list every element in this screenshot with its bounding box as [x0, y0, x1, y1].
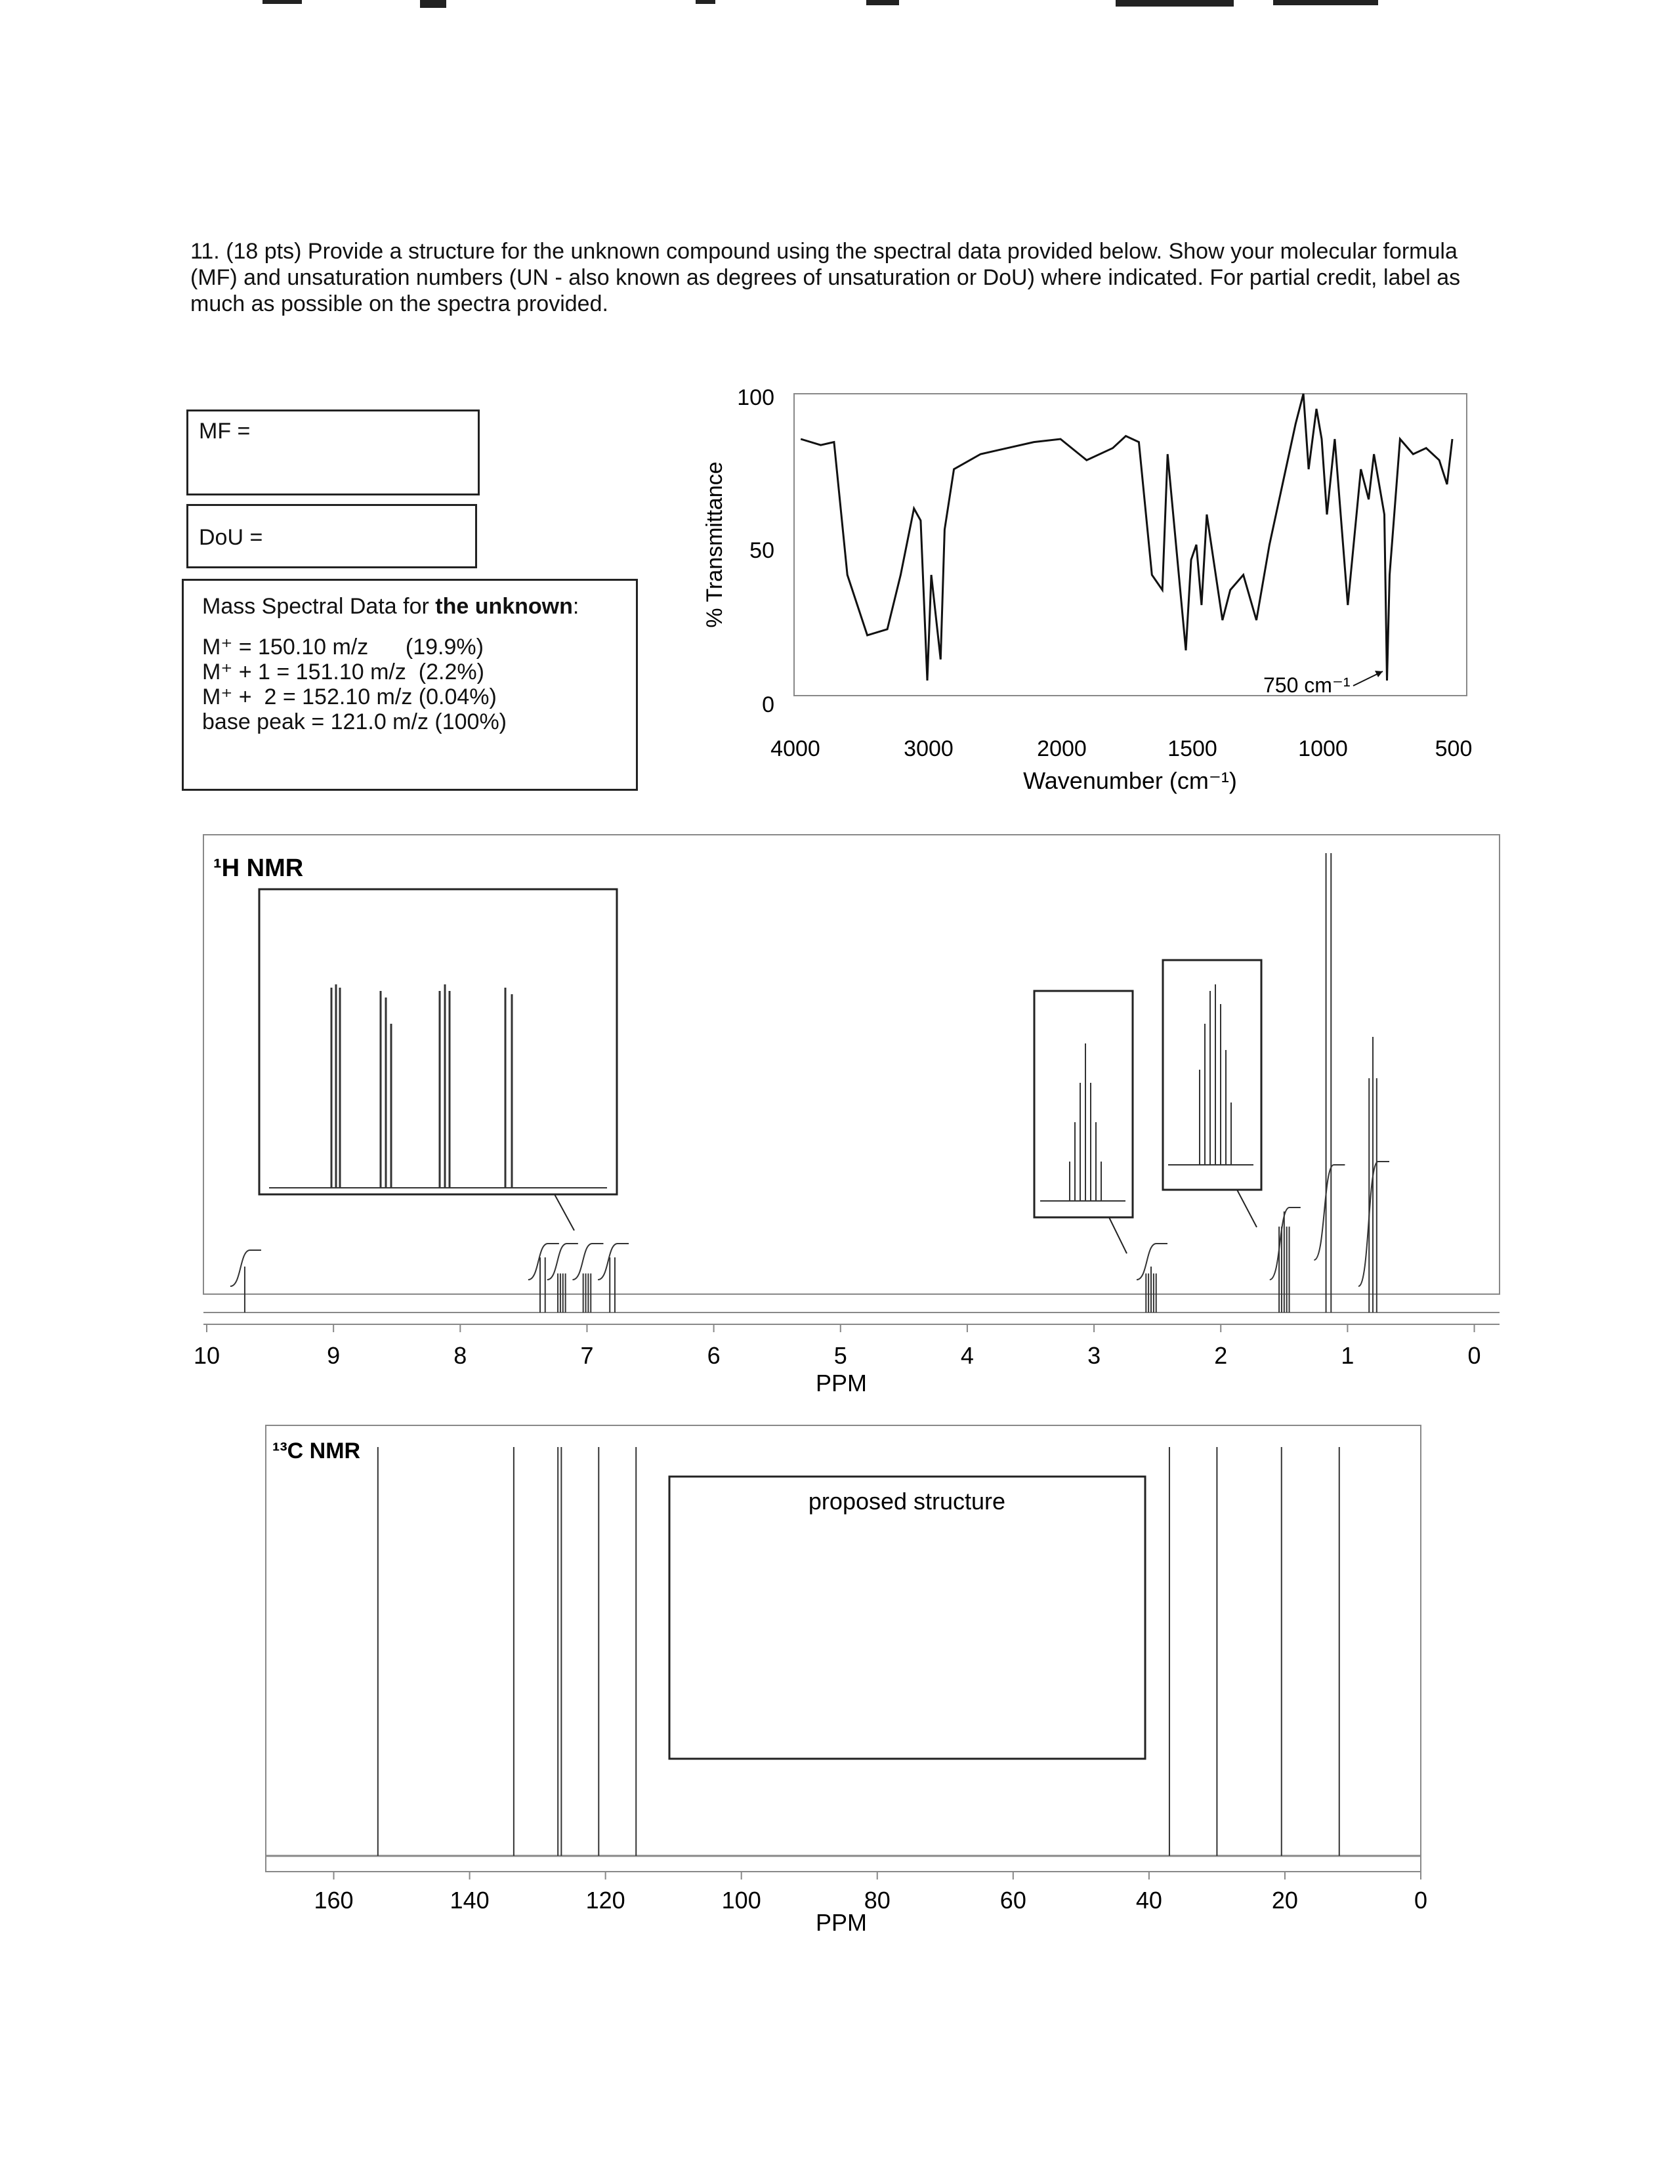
- h-nmr-integral: [1137, 1244, 1167, 1280]
- ir-annotation-750: 750 cm⁻¹: [1263, 673, 1351, 697]
- h-nmr-tick-label: 2: [1214, 1342, 1228, 1369]
- mass-spec-line: base peak = 121.0 m/z (100%): [202, 709, 507, 734]
- c-nmr-label: ¹³C NMR: [272, 1438, 361, 1463]
- h-nmr-tick-label: 9: [327, 1342, 341, 1369]
- ir-x-tick: 1500: [1167, 736, 1217, 761]
- h-nmr-tick-label: 7: [580, 1342, 594, 1369]
- h-inset-pointer: [555, 1194, 574, 1230]
- scan-top-edge: [0, 0, 1680, 9]
- h-nmr-integral: [1314, 1165, 1345, 1260]
- ir-y-tick: 0: [762, 692, 774, 717]
- h-nmr-integral: [1270, 1208, 1301, 1280]
- c-nmr-tick-label: 100: [721, 1887, 761, 1914]
- c-nmr-tick-label: 160: [314, 1887, 354, 1914]
- h-inset-pointer: [1109, 1217, 1127, 1253]
- question-text: 11. (18 pts) Provide a structure for the unknown compound using the spectral data provided below. Show your molecular formula (MF) and unsaturation numbers (UN - also known as degrees of unsaturation or DoU) where indicated. For partial credit, label as much as possible on the spectra provided.: [190, 239, 1461, 316]
- c-nmr-tick-label: 140: [450, 1887, 490, 1914]
- h-nmr-tick-label: 10: [193, 1342, 220, 1369]
- c-nmr-tick-label: 60: [999, 1887, 1026, 1914]
- h-nmr-tick-label: 4: [960, 1342, 974, 1369]
- mass-spec-line: M⁺ + 2 = 152.10 m/z (0.04%): [202, 684, 497, 709]
- h-nmr-integral: [1358, 1162, 1389, 1286]
- c-nmr-tick-label: 120: [585, 1887, 625, 1914]
- h-nmr-tick-label: 8: [453, 1342, 467, 1369]
- mass-spec-box: [182, 579, 638, 791]
- h-nmr-integral: [230, 1250, 261, 1286]
- h-nmr-integral: [598, 1244, 629, 1280]
- h-nmr-integral: [528, 1244, 559, 1280]
- ir-y-tick: 50: [749, 538, 774, 563]
- h-nmr-methylene-inset: [1163, 960, 1261, 1190]
- h-nmr-methine-inset: [1034, 991, 1133, 1217]
- mass-spec-title: Mass Spectral Data for the unknown:: [202, 594, 579, 619]
- ir-y-label: % Transmittance: [702, 461, 727, 628]
- c-nmr-x-label: PPM: [815, 1909, 868, 1936]
- ir-trace: [801, 394, 1452, 681]
- mf-label: MF =: [199, 419, 251, 444]
- h-nmr-x-label: PPM: [815, 1370, 868, 1396]
- ir-x-tick: 1000: [1298, 736, 1348, 761]
- mass-spec-line: M⁺ + 1 = 151.10 m/z (2.2%): [202, 660, 484, 684]
- h-nmr-tick-label: 3: [1087, 1342, 1101, 1369]
- mf-answer-box[interactable]: [186, 410, 480, 495]
- c-nmr-tick-label: 40: [1135, 1887, 1162, 1914]
- c-nmr-chart: [259, 1424, 1440, 1949]
- dou-answer-box[interactable]: [186, 504, 477, 568]
- ir-spectrum-chart: [689, 381, 1477, 814]
- proposed-structure-box[interactable]: [669, 1477, 1145, 1759]
- h-nmr-tick-label: 1: [1341, 1342, 1354, 1369]
- h-nmr-aromatic-inset: [259, 889, 617, 1194]
- c-nmr-tick-label: 0: [1414, 1887, 1428, 1914]
- c-nmr-tick-label: 20: [1271, 1887, 1298, 1914]
- ir-x-tick: 500: [1435, 736, 1473, 761]
- mass-spec-line: M⁺ = 150.10 m/z (19.9%): [202, 635, 484, 660]
- ir-x-label: Wavenumber (cm⁻¹): [1023, 767, 1237, 794]
- ir-x-tick: 4000: [770, 736, 820, 761]
- h-nmr-tick-label: 6: [707, 1342, 721, 1369]
- h-nmr-tick-label: 0: [1467, 1342, 1481, 1369]
- h-nmr-label: ¹H NMR: [213, 854, 304, 882]
- proposed-structure-label: proposed structure: [808, 1488, 1006, 1515]
- h-inset-pointer: [1237, 1190, 1257, 1227]
- h-nmr-tick-label: 5: [833, 1342, 847, 1369]
- c-nmr-tick-label: 80: [864, 1887, 891, 1914]
- h-nmr-chart: [184, 833, 1503, 1404]
- ir-x-tick: 3000: [904, 736, 954, 761]
- ir-x-tick: 2000: [1037, 736, 1087, 761]
- dou-label: DoU =: [199, 525, 263, 550]
- ir-y-tick: 100: [737, 385, 774, 410]
